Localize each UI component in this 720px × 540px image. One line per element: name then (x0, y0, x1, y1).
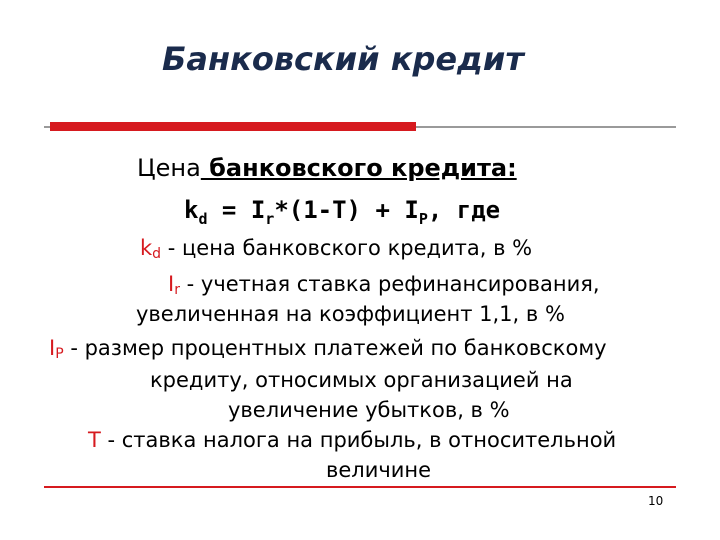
formula-k-sub: d (198, 209, 208, 228)
formula (184, 196, 500, 228)
definition-ip-cont-2: увеличение убытков, в % (228, 398, 510, 422)
formula-k: k (184, 196, 199, 224)
kd-text: - цена банковского кредита, в % (161, 236, 533, 260)
ip-text: - размер процентных платежей по банковскому (63, 336, 607, 360)
formula-ir-sub: r (265, 209, 275, 228)
definition-ip-cont-1: кредиту, относимых организацией на (150, 368, 573, 392)
formula-eq: = I (207, 196, 266, 224)
kd-symbol: k (140, 236, 153, 260)
definition-ir-cont: увеличенная на коэффициент 1,1, в % (136, 302, 565, 326)
kd-sub: d (152, 246, 162, 262)
definition-t-cont: величине (326, 458, 432, 482)
ir-symbol: I (168, 272, 175, 296)
section-heading (137, 154, 517, 182)
formula-tail: , где (427, 196, 501, 224)
t-text: - ставка налога на прибыль, в относительной (100, 428, 617, 452)
heading-underlined: банковского кредита: (200, 154, 517, 182)
definition-t (88, 428, 616, 452)
formula-ip-sub: P (418, 209, 428, 228)
page-number: 10 (648, 494, 664, 508)
title-accent-bar (50, 122, 416, 131)
slide-title: Банковский кредит (162, 40, 524, 78)
ir-sub: r (174, 282, 180, 298)
t-symbol: T (88, 428, 101, 452)
formula-mid: *(1-T) + I (274, 196, 419, 224)
heading-prefix: Цена (137, 154, 201, 182)
ip-sub: P (55, 346, 64, 362)
definition-ir (168, 272, 600, 298)
ir-text: - учетная ставка рефинансирования, (179, 272, 600, 296)
definition-ip (49, 336, 607, 362)
definition-kd (140, 236, 532, 262)
ip-symbol: I (49, 336, 56, 360)
footer-divider (44, 486, 676, 488)
